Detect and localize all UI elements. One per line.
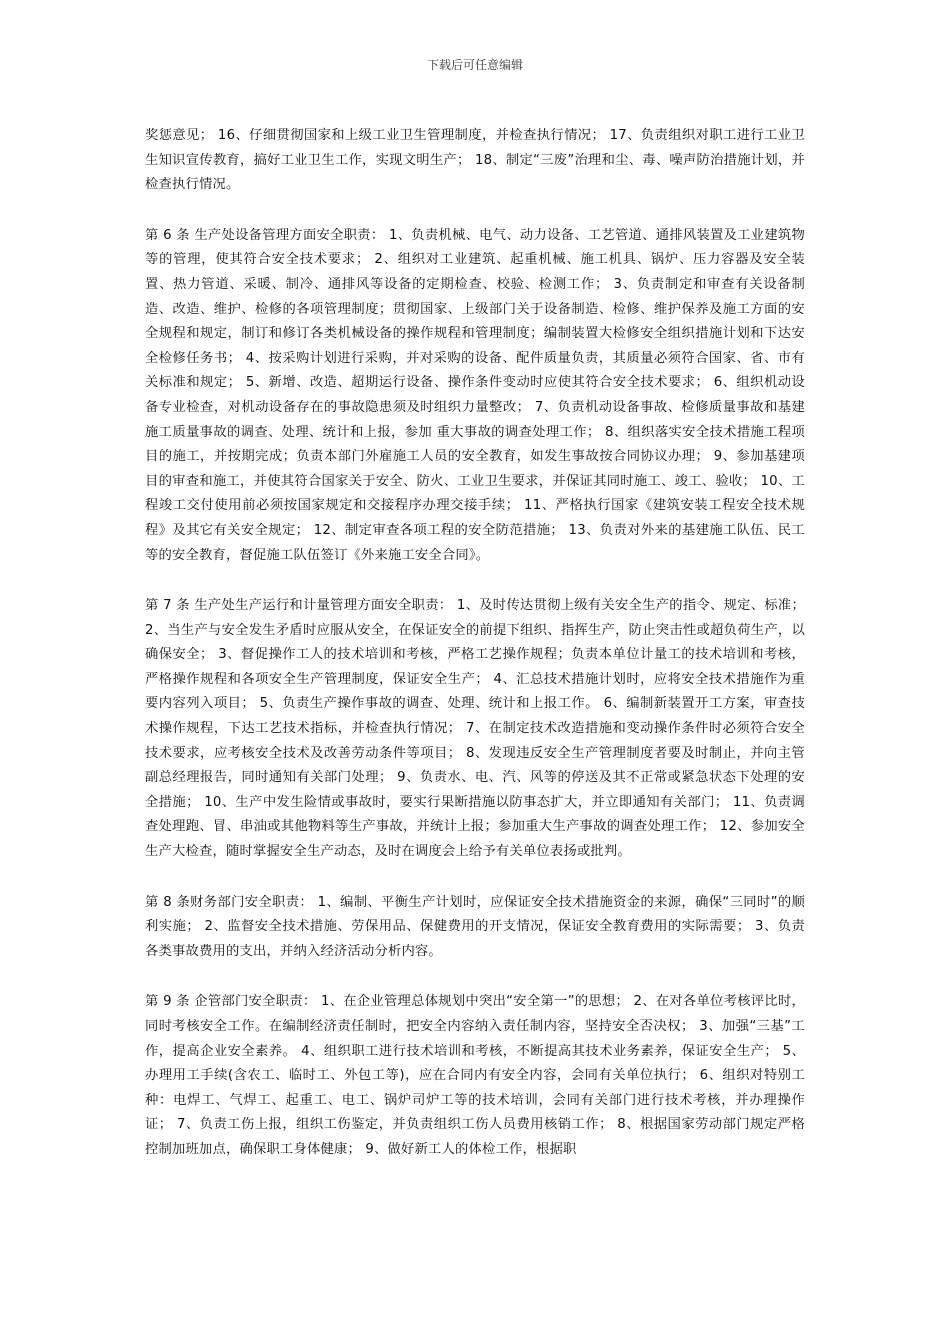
document-body: [145, 124, 805, 1189]
page-header: 下载后可任意编辑: [426, 58, 523, 72]
paragraph-article-9: 第 9 条 企管部门安全职责： 1、在企业管理总体规划中突出“安全第一”的思想； 2、在对各单位考核评比时，同时考核安全工作。在编制经济责任制时，把安全内容纳入责任制内容，坚持安全否决权； 3、加强“三基”工作，提高企业安全素养。 4、组织职工进行技术培训和考核，不断提高其技术业务素养，保证安全生产； 5、办理用工手续(含农工、临时工、外包工等)，应在合同内有安全内容，会同有关单位执行； 6、组织对特别工种：电焊工、气焊工、起重工、电工、锅炉司炉工等的技术培训，会同有关部门进行技术考核，并办理操作证； 7、负责工伤上报，组织工伤鉴定，并负责组织工伤人员费用核销工作； 8、根据国家劳动部门规定严格控制加班加点，确保职工身体健康； 9、做好新工人的体检工作，根据职: [145, 994, 805, 1157]
paragraph-article-8: 第 8 条财务部门安全职责： 1、编制、平衡生产计划时，应保证安全技术措施资金的来源，确保“三同时”的顺利实施； 2、监督安全技术措施、劳保用品、保健费用的开支情况，保证安全教育费用的实际需要； 3、负责各类事故费用的支出，并纳入经济活动分析内容。: [145, 894, 805, 959]
paragraph-article-6: 第 6 条 生产处设备管理方面安全职责： 1、负责机械、电气、动力设备、工艺管道、通排风装置及工业建筑物等的管理，使其符合安全技术要求； 2、组织对工业建筑、起重机械、施工机具、锅炉、压力容器及安全装置、热力管道、采暖、制冷、通排风等设备的定期检查、校验、检测工作； 3、负责制定和审查有关设备制造、改造、维护、检修的各项管理制度；贯彻国家、上级部门关于设备制造、检修、维护保养及施工方面的安全规程和规定，制订和修订各类机械设备的操作规程和管理制度；编制装置大检修安全组织措施计划和下达安全检修任务书； 4、按采购计划进行采购，并对采购的设备、配件质量负责，其质量必须符合国家、省、市有关标准和规定； 5、新增、改造、超期运行设备、操作条件变动时应使其符合安全技术要求； 6、组织机动设备专业检查，对机动设备存在的事故隐患须及时组织力量整改； 7、负责机动设备事故、检修质量事故和基建施工质量事故的调查、处理、统计和上报，参加 重大事故的调查处理工作； 8、组织落实安全技术措施工程项目的施工，并按期完成；负责本部门外雇施工人员的安全教育，如发生事故按合同协议办理； 9、参加基建项目的审查和施工，并使其符合国家关于安全、防火、工业卫生要求，并保证其同时施工、竣工、验收； 10、工程竣工交付使用前必须按国家规定和交接程序办理交接手续； 11、严格执行国家《建筑安装工程安全技术规程》及其它有关安全规定； 12、制定审查各项工程的安全防范措施； 13、负责对外来的基建施工队伍、民工等的安全教育，督促施工队伍签订《外来施工安全合同》。: [145, 227, 805, 563]
paragraph-article-7: 第 7 条 生产处生产运行和计量管理方面安全职责： 1、及时传达贯彻上级有关安全生产的指令、规定、标准； 2、当生产与安全发生矛盾时应服从安全，在保证安全的前提下组织、指挥生产，防止突击性或超负荷生产，以确保安全； 3、督促操作工人的技术培训和考核，严格工艺操作规程；负责本单位计量工的技术培训和考核，严格操作规程和各项安全生产管理制度，保证安全生产； 4、汇总技术措施计划时，应将安全技术措施作为重要内容列入项目； 5、负责生产操作事故的调查、处理、统计和上报工作。 6、编制新装置开工方案，审查技术操作规程，下达工艺技术指标，并检查执行情况； 7、在制定技术改造措施和变动操作条件时必须符合安全技术要求，应考核安全技术及改善劳动条件等项目； 8、发现违反安全生产管理制度者要及时制止，并向主管副总经理报告，同时通知有关部门处理； 9、负责水、电、汽、风等的停送及其不正常或紧急状态下处理的安全措施； 10、生产中发生险情或事故时，要实行果断措施以防事态扩大，并立即通知有关部门； 11、负责调查处理跑、冒、串油或其他物料等生产事故，并统计上报；参加重大生产事故的调查处理工作； 12、参加安全生产大检查，随时掌握安全生产动态，及时在调度会上给予有关单位表扬或批判。: [145, 598, 805, 860]
paragraph-continuation: 奖惩意见； 16、仔细贯彻国家和上级工业卫生管理制度，并检查执行情况； 17、负责组织对职工进行工业卫生知识宣传教育，搞好工业卫生工作，实现文明生产； 18、制定“三废”治理和尘、毒、噪声防治措施计划，并检查执行情况。: [145, 128, 805, 193]
